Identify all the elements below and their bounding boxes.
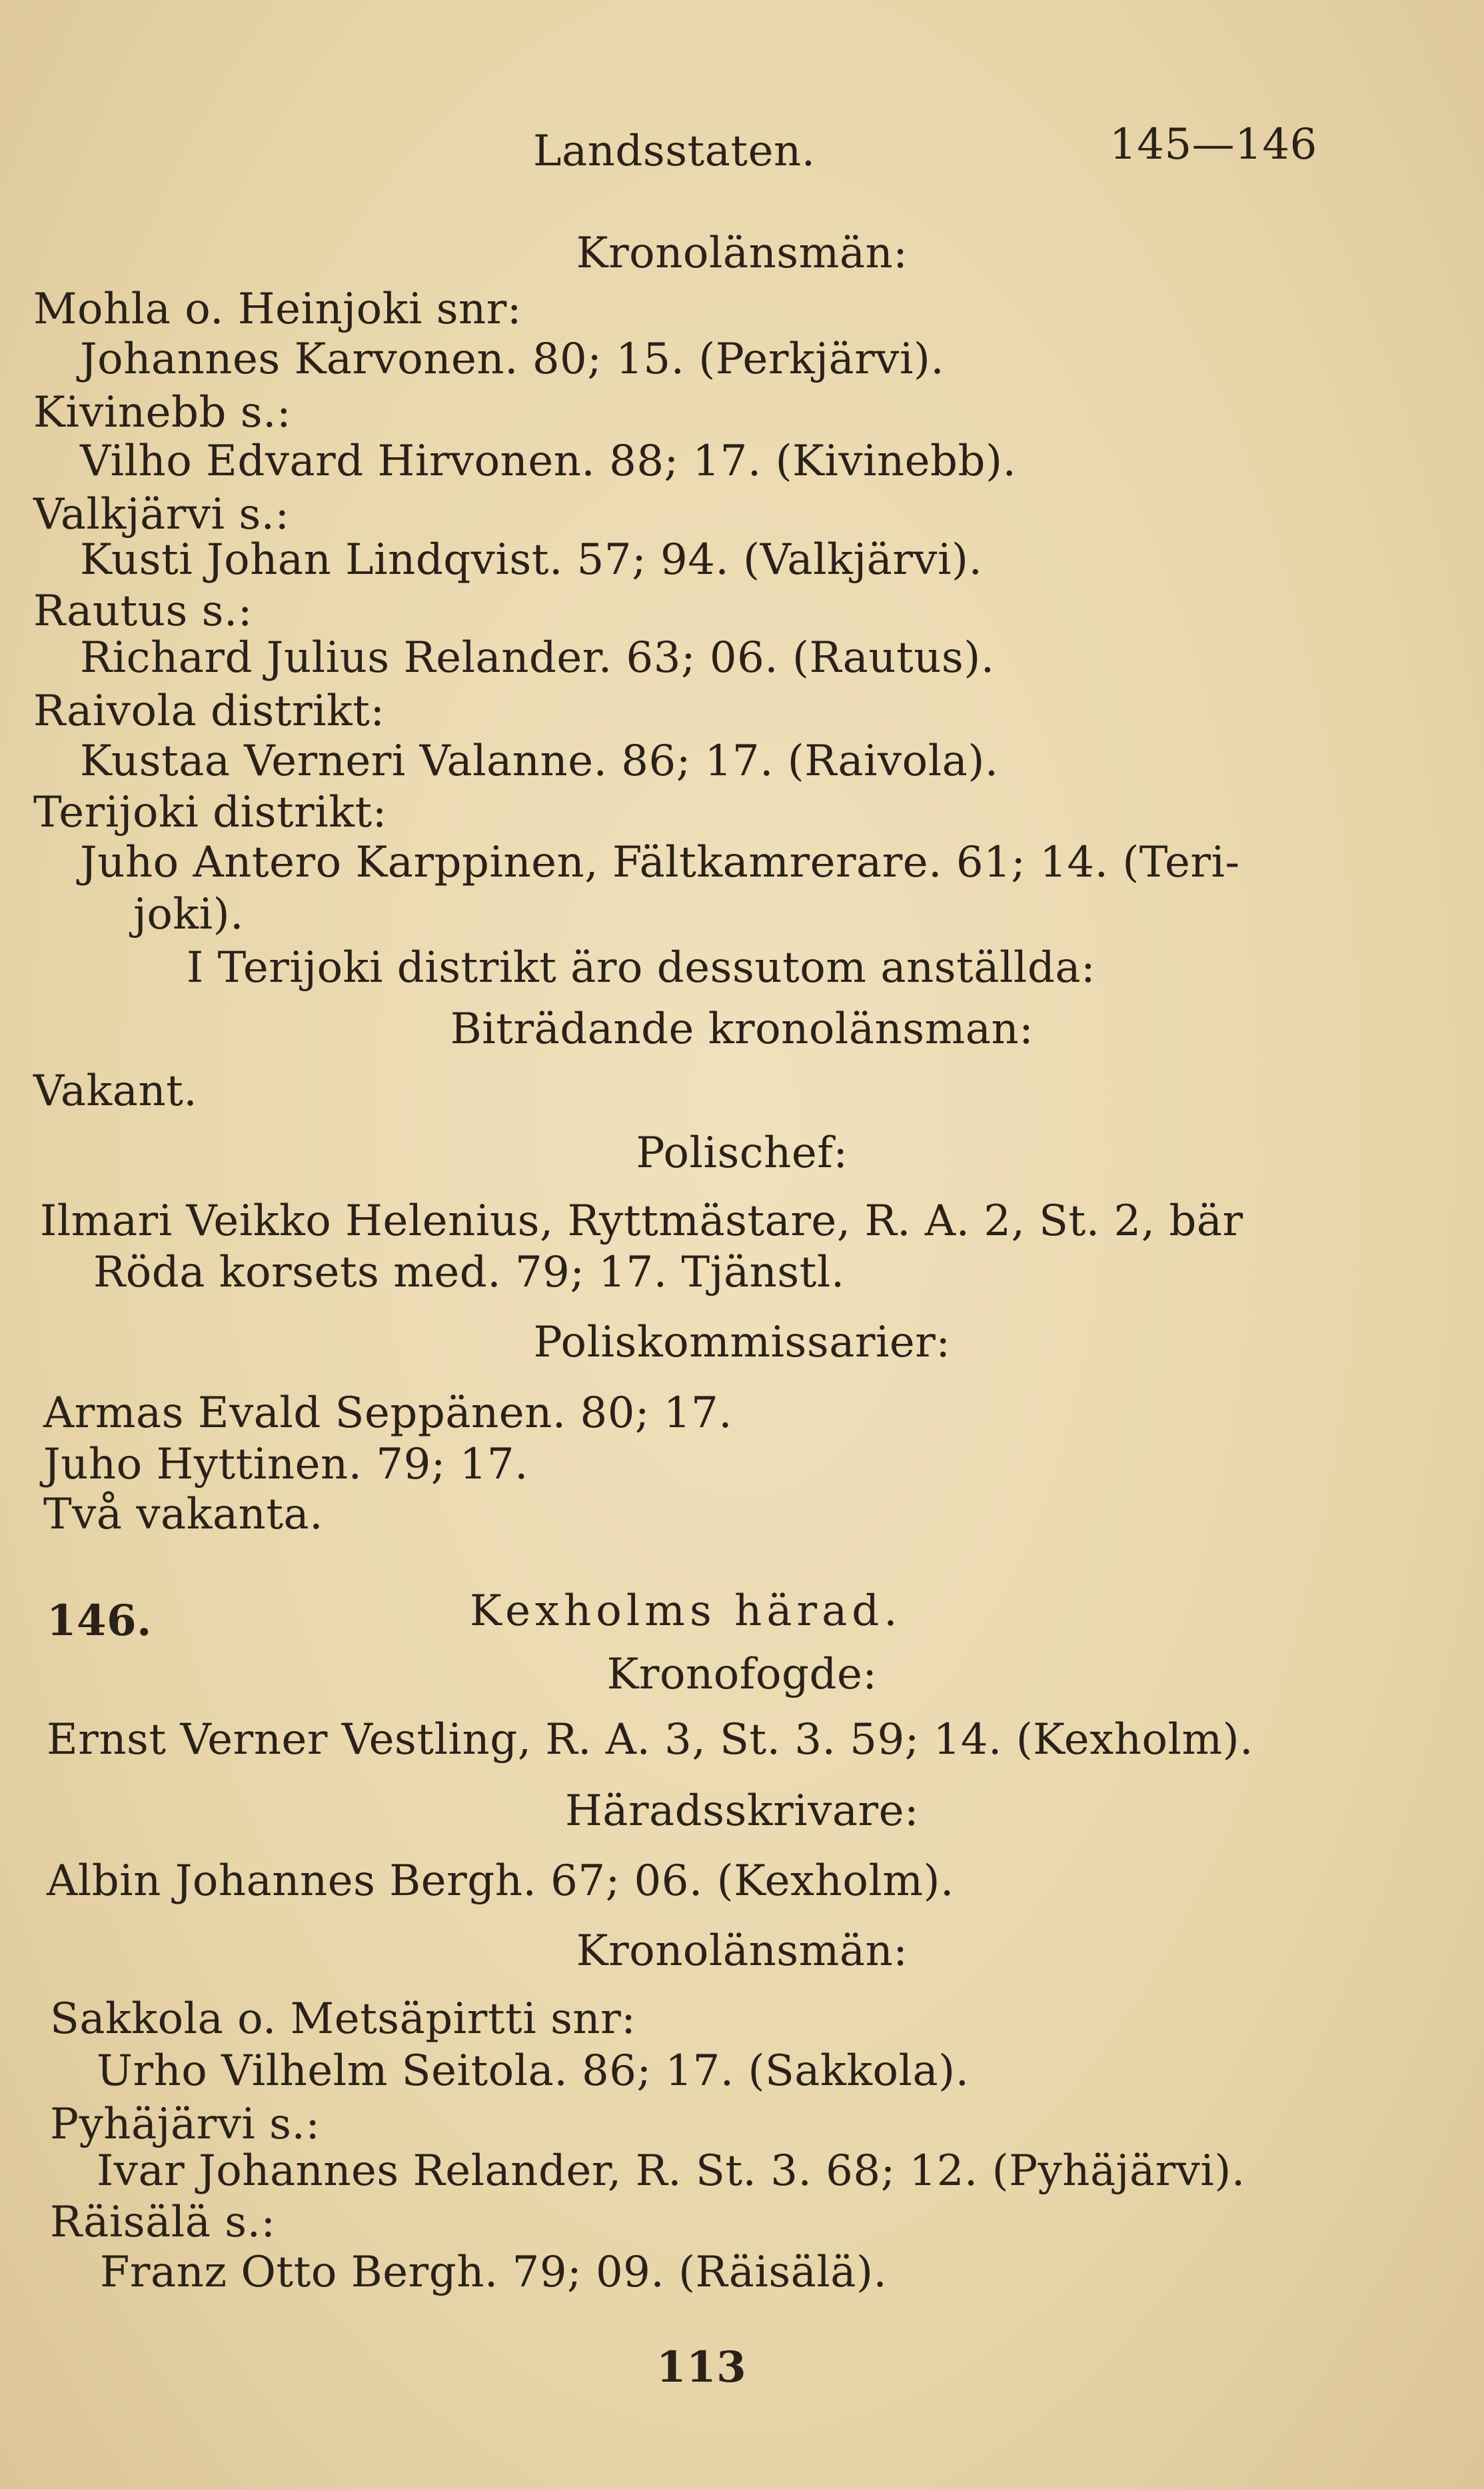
police-chief-line1: Ilmari Veikko Helenius, Ryttmästare, R. A. 2, St. 2, bär	[40, 1197, 1243, 1246]
haradsskrivare-bergh: Albin Johannes Bergh. 67; 06. (Kexholm).	[47, 1856, 954, 1906]
person-karppinen: Juho Antero Karppinen, Fältkamrerare. 61; 14. (Teri-	[80, 838, 1240, 887]
commissioner-hyttinen: Juho Hyttinen. 79; 17.	[43, 1440, 528, 1489]
column-numbers: 145—146	[1110, 120, 1317, 169]
person-seitola: Urho Vilhelm Seitola. 86; 17. (Sakkola).	[97, 2046, 970, 2096]
district-mohla: Mohla o. Heinjoki snr:	[33, 285, 522, 334]
assistant-value: Vakant.	[33, 1067, 198, 1116]
running-title: Landsstaten.	[533, 127, 816, 176]
note-terijoki: I Terijoki distrikt äro dessutom anställda:	[187, 943, 1096, 993]
person-karppinen-continuation: joki).	[133, 890, 244, 939]
heading-commissioners: Poliskommissarier:	[533, 1318, 951, 1367]
police-chief-line2: Röda korsets med. 79; 17. Tjänstl.	[93, 1248, 845, 1297]
person-relander: Richard Julius Relander. 63; 06. (Rautus).	[80, 633, 995, 683]
person-karvonen: Johannes Karvonen. 80; 15. (Perkjärvi).	[80, 335, 945, 384]
district-raivola: Raivola distrikt:	[33, 687, 385, 736]
commissioner-vacant: Två vakanta.	[43, 1490, 324, 1539]
district-terijoki: Terijoki distrikt:	[33, 788, 387, 837]
kronofogde-vestling: Ernst Verner Vestling, R. A. 3, St. 3. 59; 14. (Kexholm).	[47, 1715, 1253, 1764]
heading-assistant: Biträdande kronolänsman:	[450, 1005, 1034, 1054]
person-valanne: Kustaa Verneri Valanne. 86; 17. (Raivola).	[80, 737, 999, 786]
heading-kronolansman: Kronolänsmän:	[576, 229, 908, 278]
district-sakkola: Sakkola o. Metsäpirtti snr:	[50, 1994, 636, 2044]
district-valkjarvi: Valkjärvi s.:	[33, 490, 290, 539]
heading-kronolansman-kexholm: Kronolänsmän:	[576, 1926, 908, 1976]
district-rautus: Rautus s.:	[33, 587, 253, 636]
district-raisala: Räisälä s.:	[50, 2198, 276, 2247]
person-hirvonen: Vilho Edvard Hirvonen. 88; 17. (Kivinebb).	[80, 437, 1017, 486]
district-pyhajarvi: Pyhäjärvi s.:	[50, 2100, 321, 2149]
section-number: 146.	[47, 1596, 152, 1646]
person-lindqvist: Kusti Johan Lindqvist. 57; 94. (Valkjärvi).	[80, 535, 983, 585]
page-number: 113	[656, 2342, 747, 2392]
heading-haradsskrivare: Häradsskrivare:	[564, 1786, 920, 1836]
heading-kronofogde: Kronofogde:	[606, 1650, 878, 1699]
district-kivinebb: Kivinebb s.:	[33, 388, 292, 437]
person-relander-ivar: Ivar Johannes Relander, R. St. 3. 68; 12. (Pyhäjärvi).	[97, 2146, 1245, 2196]
commissioner-seppanen: Armas Evald Seppänen. 80; 17.	[43, 1388, 733, 1438]
section-title: Kexholms härad.	[470, 1586, 902, 1636]
heading-police-chief: Polischef:	[636, 1129, 848, 1178]
person-bergh-franz: Franz Otto Bergh. 79; 09. (Räisälä).	[100, 2248, 888, 2297]
